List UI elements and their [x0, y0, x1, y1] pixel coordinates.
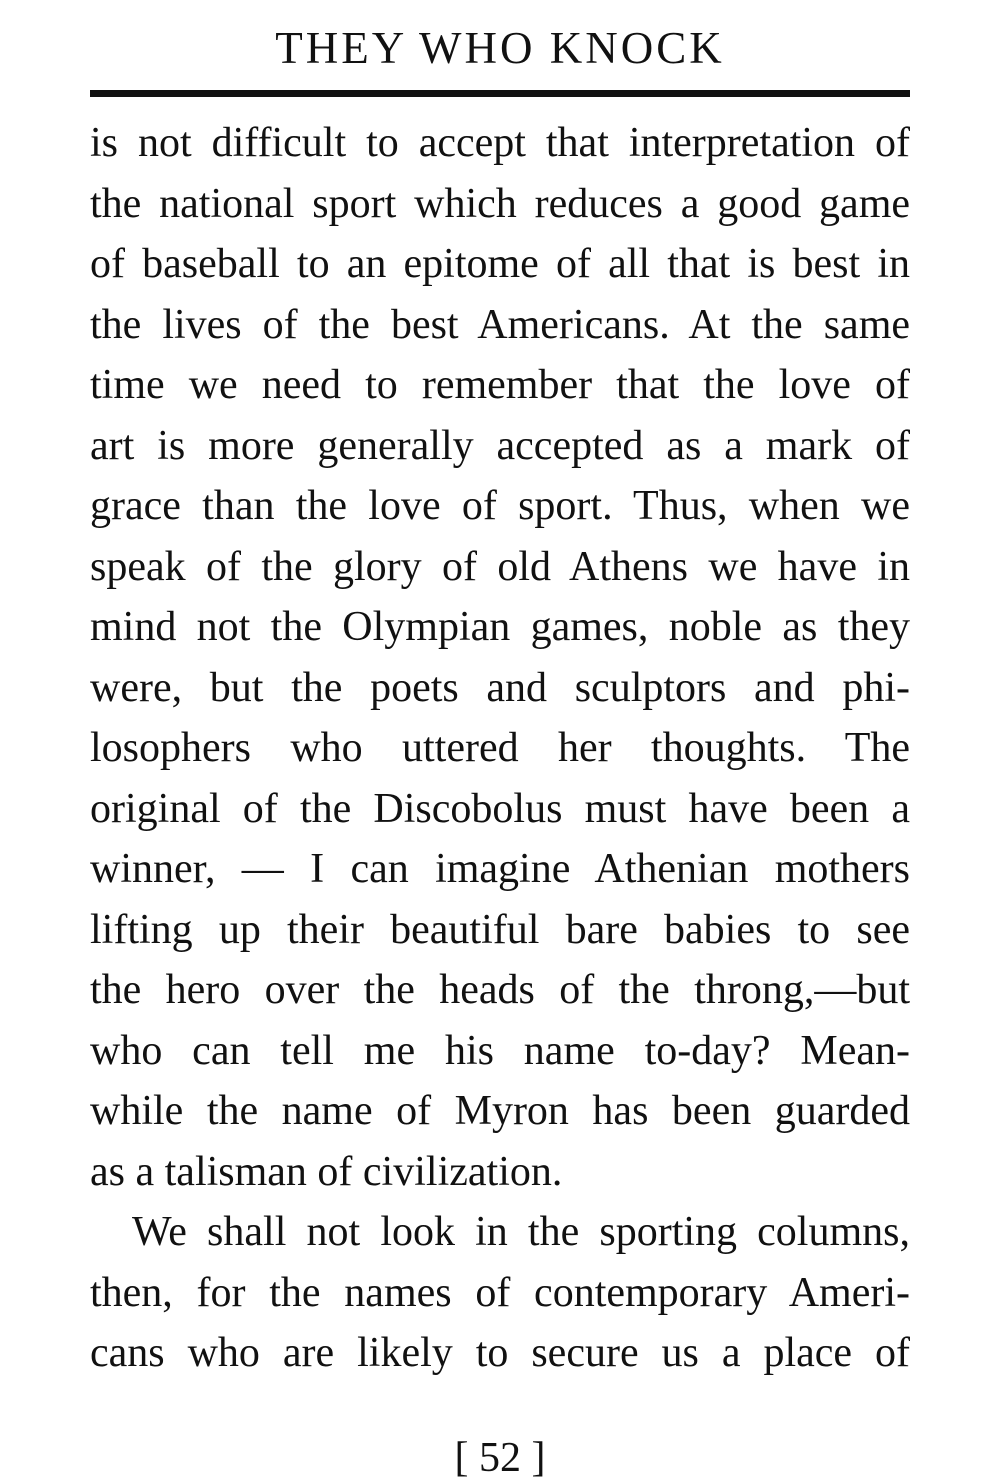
running-head: THEY WHO KNOCK — [275, 23, 725, 73]
text-line: original of the Discobolus must have been a — [90, 785, 910, 832]
text-line: speak of the glory of old Athens we have in — [90, 543, 910, 590]
text-line: is not difficult to accept that interpretation of — [90, 120, 910, 166]
text-line: the hero over the heads of the throng,—but — [90, 967, 910, 1013]
paragraph-1 — [90, 113, 910, 1202]
text-line: art is more generally accepted as a mark of — [90, 422, 910, 469]
page-number: [ 52 ] — [454, 1435, 546, 1481]
text-line: lifting up their beautiful bare babies to see — [90, 906, 910, 953]
text-line: grace than the love of sport. Thus, when we — [90, 483, 910, 529]
text-line: were, but the poets and sculptors and phi- — [90, 664, 910, 711]
text-line: time we need to remember that the love of — [90, 362, 910, 408]
header-rule — [90, 90, 910, 97]
text-line: the lives of the best Americans. At the same — [90, 301, 910, 348]
text-line: then, for the names of contemporary Ameri- — [90, 1269, 910, 1316]
text-line: as a talisman of civilization. — [90, 1148, 563, 1195]
body-text — [90, 113, 910, 1384]
text-line: mind not the Olympian games, noble as they — [90, 604, 910, 650]
text-line: We shall not look in the sporting columns, — [132, 1209, 910, 1255]
text-line: the national sport which reduces a good game — [90, 180, 910, 227]
text-line: winner, — I can imagine Athenian mothers — [90, 846, 910, 892]
text-line: of baseball to an epitome of all that is best in — [90, 241, 910, 287]
text-line: who can tell me his name to-day? Mean- — [90, 1027, 910, 1074]
text-line: while the name of Myron has been guarded — [90, 1088, 910, 1134]
paragraph-2 — [90, 1202, 910, 1384]
text-line: cans who are likely to secure us a place of — [90, 1330, 910, 1376]
text-line: losophers who uttered her thoughts. The — [90, 725, 910, 771]
